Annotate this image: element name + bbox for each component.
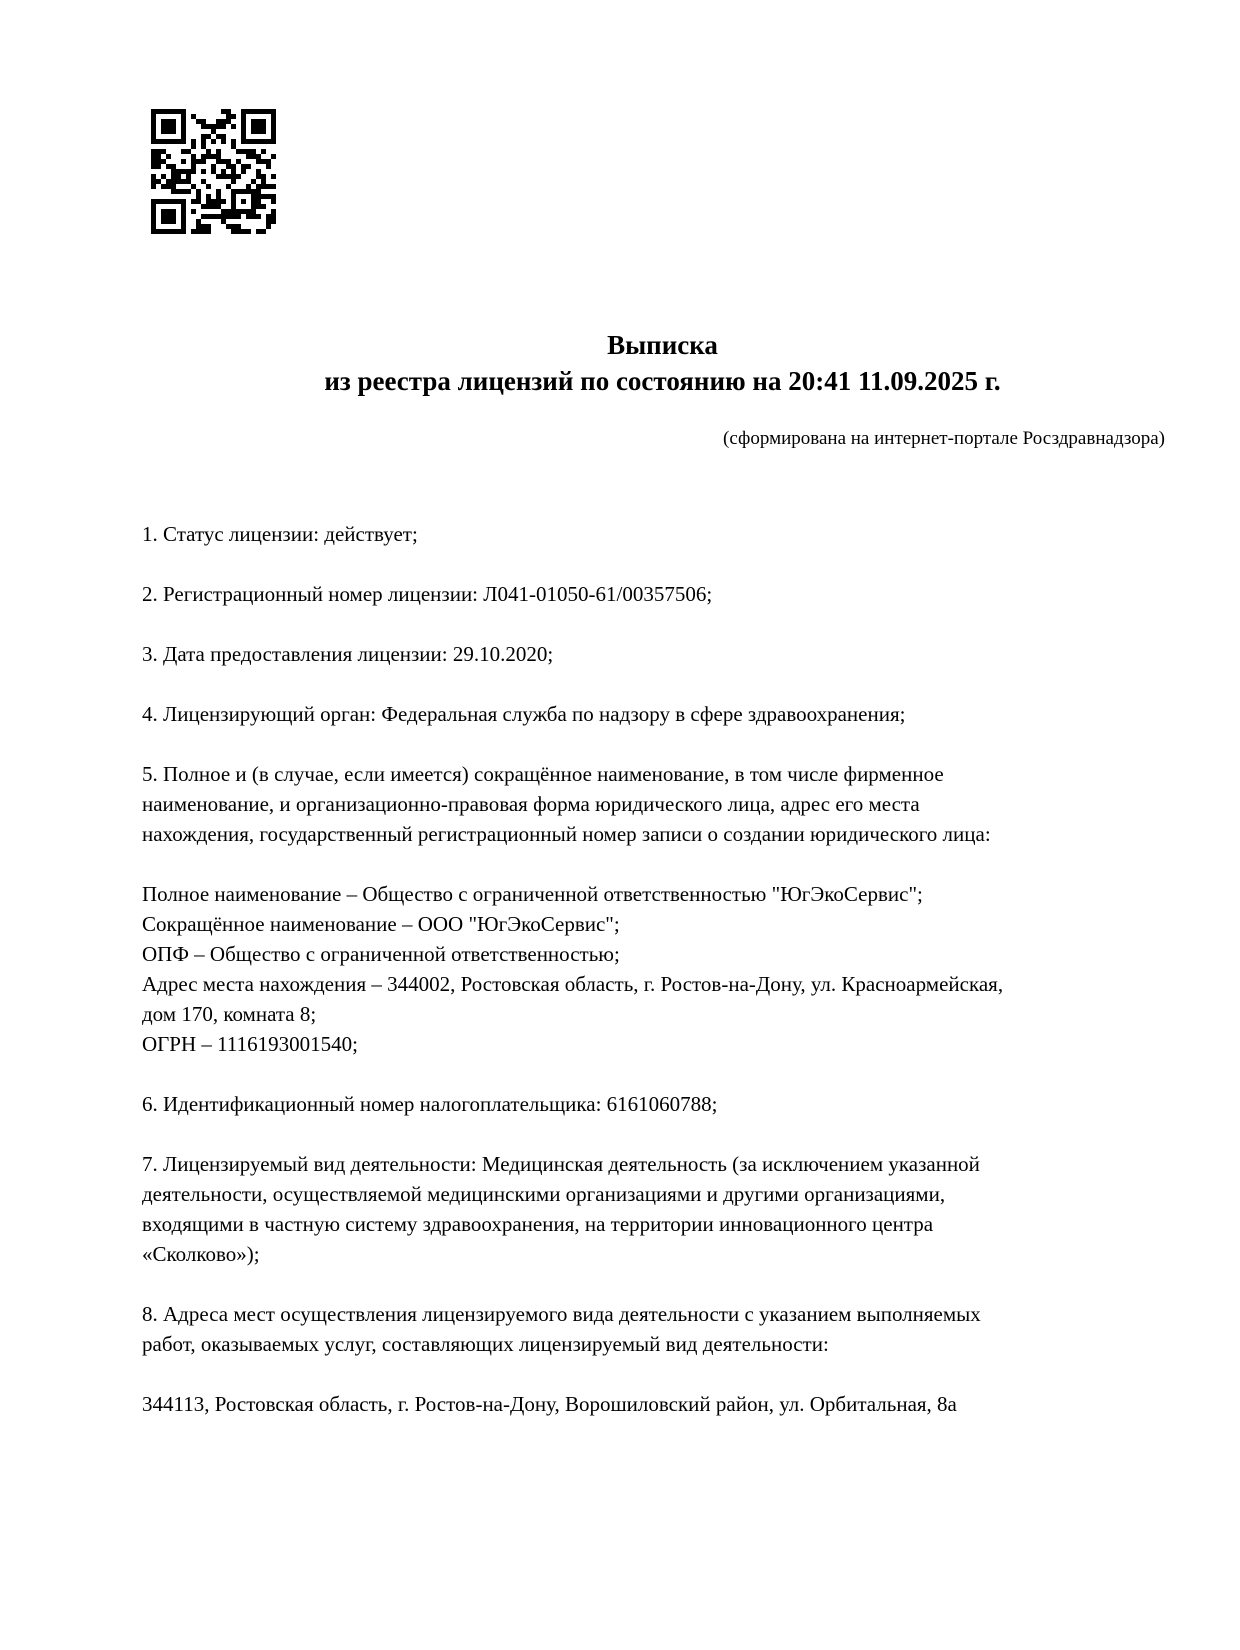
paragraph [142, 579, 1172, 609]
text-line: Полное наименование – Общество с ограниченной ответственностью "ЮгЭкоСервис"; [142, 882, 923, 906]
document-subtitle: (сформирована на интернет-портале Росздравнадзора) [723, 428, 1165, 449]
text-line: 5. Полное и (в случае, если имеется) сокращённое наименование, в том числе фирменное [142, 762, 944, 786]
text-line: 6. Идентификационный номер налогоплательщика: 6161060788; [142, 1092, 718, 1116]
text-line: наименование, и организационно-правовая форма юридического лица, адрес его места [142, 792, 920, 816]
document-title-line2: из реестра лицензий по состоянию на 20:41 11.09.2025 г. [324, 366, 1001, 396]
text-line: дом 170, комната 8; [142, 1002, 317, 1026]
text-line: 1. Статус лицензии: действует; [142, 522, 418, 546]
paragraph [142, 1089, 1172, 1119]
document-title [160, 327, 1165, 399]
paragraph [142, 879, 1172, 1059]
text-line: ОПФ – Общество с ограниченной ответственностью; [142, 942, 620, 966]
paragraph [142, 519, 1172, 549]
text-line: 3. Дата предоставления лицензии: 29.10.2020; [142, 642, 554, 666]
qr-code [151, 109, 276, 234]
text-line: 7. Лицензируемый вид деятельности: Медицинская деятельность (за исключением указанной [142, 1152, 980, 1176]
text-line: 344113, Ростовская область, г. Ростов-на-Дону, Ворошиловский район, ул. Орбитальная, 8а [142, 1392, 957, 1416]
paragraph [142, 699, 1172, 729]
text-line: ОГРН – 1116193001540; [142, 1032, 358, 1056]
text-line: нахождения, государственный регистрационный номер записи о создании юридического лица: [142, 822, 991, 846]
paragraph [142, 1389, 1172, 1419]
text-line: Сокращённое наименование – ООО "ЮгЭкоСервис"; [142, 912, 620, 936]
paragraph [142, 1149, 1172, 1269]
text-line: «Сколково»); [142, 1242, 260, 1266]
paragraph [142, 759, 1172, 849]
text-line: 4. Лицензирующий орган: Федеральная служба по надзору в сфере здравоохранения; [142, 702, 906, 726]
text-line: работ, оказываемых услуг, составляющих лицензируемый вид деятельности: [142, 1332, 829, 1356]
qr-code-image [151, 109, 276, 234]
text-line: Адрес места нахождения – 344002, Ростовская область, г. Ростов-на-Дону, ул. Красноармейская, [142, 972, 1004, 996]
text-line: 8. Адреса мест осуществления лицензируемого вида деятельности с указанием выполняемых [142, 1302, 981, 1326]
text-line: входящими в частную систему здравоохранения, на территории инновационного центра [142, 1212, 934, 1236]
document-title-line1: Выписка [607, 330, 718, 360]
text-line: деятельности, осуществляемой медицинскими организациями и другими организациями, [142, 1182, 946, 1206]
text-line: 2. Регистрационный номер лицензии: Л041-01050-61/00357506; [142, 582, 713, 606]
document-body [142, 519, 1172, 1419]
paragraph [142, 639, 1172, 669]
paragraph [142, 1299, 1172, 1359]
